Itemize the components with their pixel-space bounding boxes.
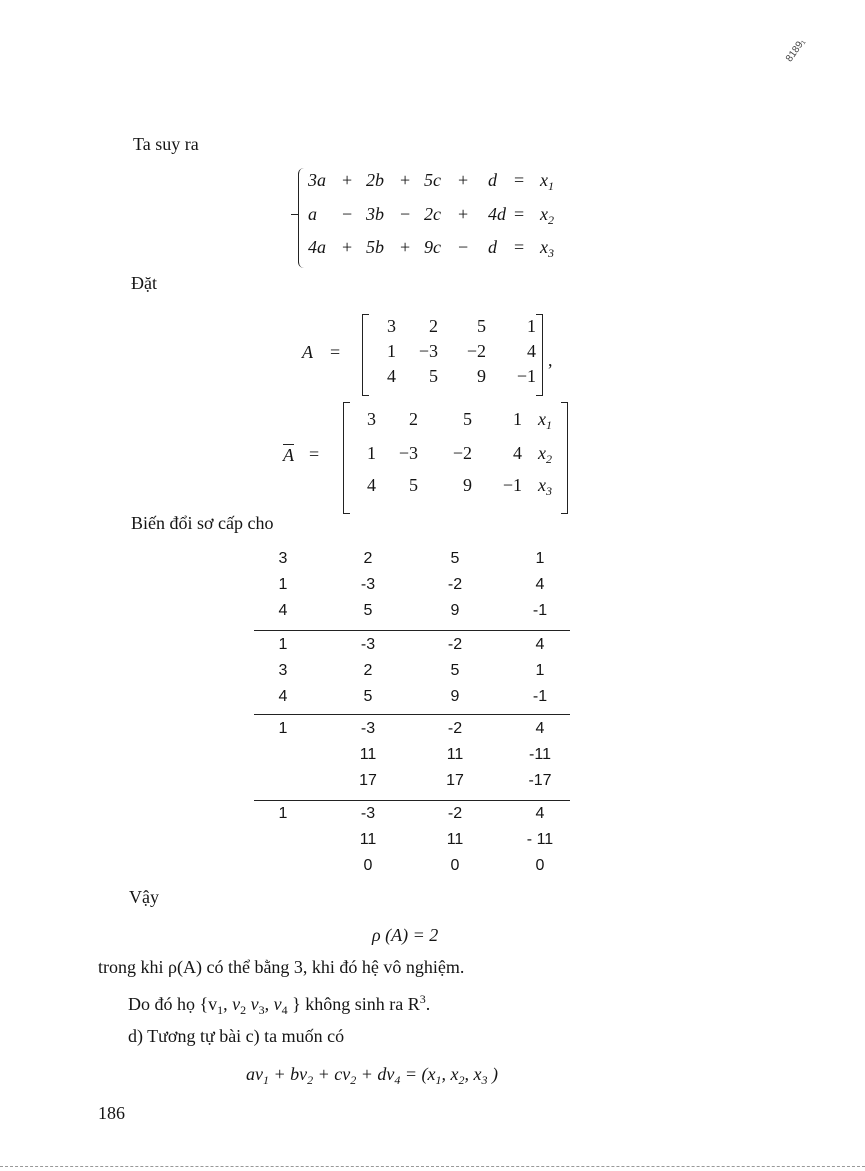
reduction-cell: -2: [447, 720, 463, 737]
matrix-a-right-bracket: [536, 314, 543, 396]
matrix-abar-label: A: [283, 445, 294, 465]
system-term: a: [308, 204, 317, 224]
system-term: 2c: [424, 204, 441, 224]
matrix-a-comma: ,: [548, 350, 553, 370]
reduction-cell: -2: [447, 636, 463, 653]
reduction-cell: 1: [278, 805, 288, 822]
matrix-a-cell: 1: [527, 316, 536, 336]
reduction-cell: 1: [535, 662, 545, 679]
reduction-cell: 4: [535, 636, 545, 653]
reduction-cell: 3: [278, 550, 288, 567]
matrix-abar-cell: −2: [452, 443, 472, 463]
reduction-cell: 11: [359, 831, 377, 848]
reduction-cell: 11: [446, 831, 464, 848]
matrix-abar-cell: −1: [502, 475, 522, 495]
reduction-cell: -17: [528, 772, 552, 789]
system-term: 5c: [424, 170, 441, 190]
reduction-cell: 3: [278, 662, 288, 679]
page-edge: [0, 1166, 865, 1167]
system-term: 4d: [488, 204, 506, 224]
matrix-a-cell: 5: [429, 366, 438, 386]
reduction-cell: 1: [535, 550, 545, 567]
reduction-cell: -2: [447, 576, 463, 593]
reduction-cell: -1: [532, 688, 548, 705]
system-term: +: [458, 170, 469, 190]
system-term: −: [458, 237, 469, 257]
matrix-abar-cell: 9: [463, 475, 472, 495]
system-term: =: [514, 170, 525, 190]
matrix-a-cell: −3: [418, 341, 438, 361]
matrix-a-cell: 1: [387, 341, 396, 361]
system-term: 3b: [366, 204, 384, 224]
matrix-a-cell: 4: [527, 341, 536, 361]
reduction-cell: 17: [446, 772, 464, 789]
system-term: 2b: [366, 170, 384, 190]
matrix-abar-cell: 5: [463, 409, 472, 429]
reduction-cell: 4: [278, 688, 288, 705]
reduction-cell: 11: [446, 746, 464, 763]
system-term: =: [514, 204, 525, 224]
matrix-abar-equals: =: [309, 444, 320, 464]
matrix-a-cell: 4: [387, 366, 396, 386]
system-term: 9c: [424, 237, 441, 257]
matrix-abar-cell: −3: [398, 443, 418, 463]
set-label: Đặt: [131, 273, 157, 293]
reduction-cell: -2: [447, 805, 463, 822]
system-term: +: [400, 237, 411, 257]
paragraph-line-1: trong khi ρ(A) có thể bằng 3, khi đó hệ vô nghiệm.: [98, 957, 465, 977]
reduction-cell: 1: [278, 636, 288, 653]
matrix-a-cell: 3: [387, 316, 396, 336]
reduction-cell: - 11: [526, 831, 554, 848]
matrix-abar-cell: 1: [513, 409, 522, 429]
rank-equation: ρ (A) = 2: [372, 925, 439, 945]
reduction-cell: 4: [535, 805, 545, 822]
block-divider: [254, 800, 570, 801]
reduction-cell: 4: [278, 602, 288, 619]
transform-text: Biến đổi sơ cấp cho: [131, 513, 274, 533]
block-divider: [254, 714, 570, 715]
matrix-a-cell: −1: [516, 366, 536, 386]
matrix-a-cell: 9: [477, 366, 486, 386]
conclusion-label: Vậy: [129, 887, 159, 907]
paragraph-line-3: d) Tương tự bài c) ta muốn có: [128, 1026, 345, 1046]
matrix-abar-cell: 4: [513, 443, 522, 463]
system-term: −: [342, 204, 353, 224]
system-rhs: $x_2$: [540, 204, 554, 227]
system-term: +: [342, 170, 353, 190]
reduction-cell: 9: [450, 688, 460, 705]
reduction-cell: 5: [450, 550, 460, 567]
system-term: +: [342, 237, 353, 257]
reduction-cell: 5: [363, 602, 373, 619]
matrix-abar-rhs: $x_1$: [538, 409, 552, 432]
reduction-cell: 9: [450, 602, 460, 619]
reduction-cell: -3: [360, 720, 376, 737]
system-term: =: [514, 237, 525, 257]
reduction-cell: 4: [535, 720, 545, 737]
reduction-cell: 11: [359, 746, 377, 763]
system-term: 3a: [308, 170, 326, 190]
page-number: 186: [98, 1103, 125, 1123]
reduction-cell: 2: [363, 662, 373, 679]
matrix-a-cell: 5: [477, 316, 486, 336]
library-stamp: 8189₁: [783, 36, 808, 65]
system-term: −: [400, 204, 411, 224]
matrix-abar-rhs: $x_2$: [538, 443, 552, 466]
reduction-cell: 4: [535, 576, 545, 593]
matrix-abar-cell: 3: [367, 409, 376, 429]
reduction-cell: 0: [535, 857, 545, 874]
reduction-cell: -1: [532, 602, 548, 619]
paragraph-line-2: Do đó họ {$v_1$, $v_2$ $v_3$, $v_4$ } không sinh ra $R^3$.: [128, 992, 431, 1017]
intro-text: Ta suy ra: [133, 134, 199, 154]
system-rhs: $x_1$: [540, 170, 554, 193]
reduction-cell: 5: [450, 662, 460, 679]
reduction-cell: 0: [450, 857, 460, 874]
reduction-cell: -11: [529, 746, 551, 763]
matrix-abar-left-bracket: [343, 402, 350, 514]
matrix-abar-cell: 5: [409, 475, 418, 495]
matrix-abar-cell: 2: [409, 409, 418, 429]
reduction-cell: 1: [278, 720, 288, 737]
system-term: 5b: [366, 237, 384, 257]
system-term: d: [488, 170, 497, 190]
vector-equation: $av_1 + bv_2 + cv_2 + dv_4 = (x_1$, $x_2$, $x_3$ ): [246, 1064, 499, 1087]
system-term: +: [400, 170, 411, 190]
matrix-abar-rhs: $x_3$: [538, 475, 552, 498]
block-divider: [254, 630, 570, 631]
matrix-a-label: A: [302, 342, 313, 362]
reduction-cell: 1: [278, 576, 288, 593]
system-term: d: [488, 237, 497, 257]
matrix-abar-cell: 4: [367, 475, 376, 495]
reduction-cell: -3: [360, 576, 376, 593]
system-term: +: [458, 204, 469, 224]
matrix-a-equals: =: [330, 342, 341, 362]
matrix-abar-cell: 1: [367, 443, 376, 463]
matrix-a-left-bracket: [362, 314, 369, 396]
reduction-cell: 5: [363, 688, 373, 705]
system-rhs: $x_3$: [540, 237, 554, 260]
matrix-abar-right-bracket: [561, 402, 568, 514]
reduction-cell: -3: [360, 805, 376, 822]
reduction-cell: 2: [363, 550, 373, 567]
reduction-cell: 0: [363, 857, 373, 874]
reduction-cell: -3: [360, 636, 376, 653]
system-brace: [298, 168, 307, 268]
matrix-a-cell: 2: [429, 316, 438, 336]
system-term: 4a: [308, 237, 326, 257]
reduction-cell: 17: [359, 772, 377, 789]
matrix-a-cell: −2: [466, 341, 486, 361]
